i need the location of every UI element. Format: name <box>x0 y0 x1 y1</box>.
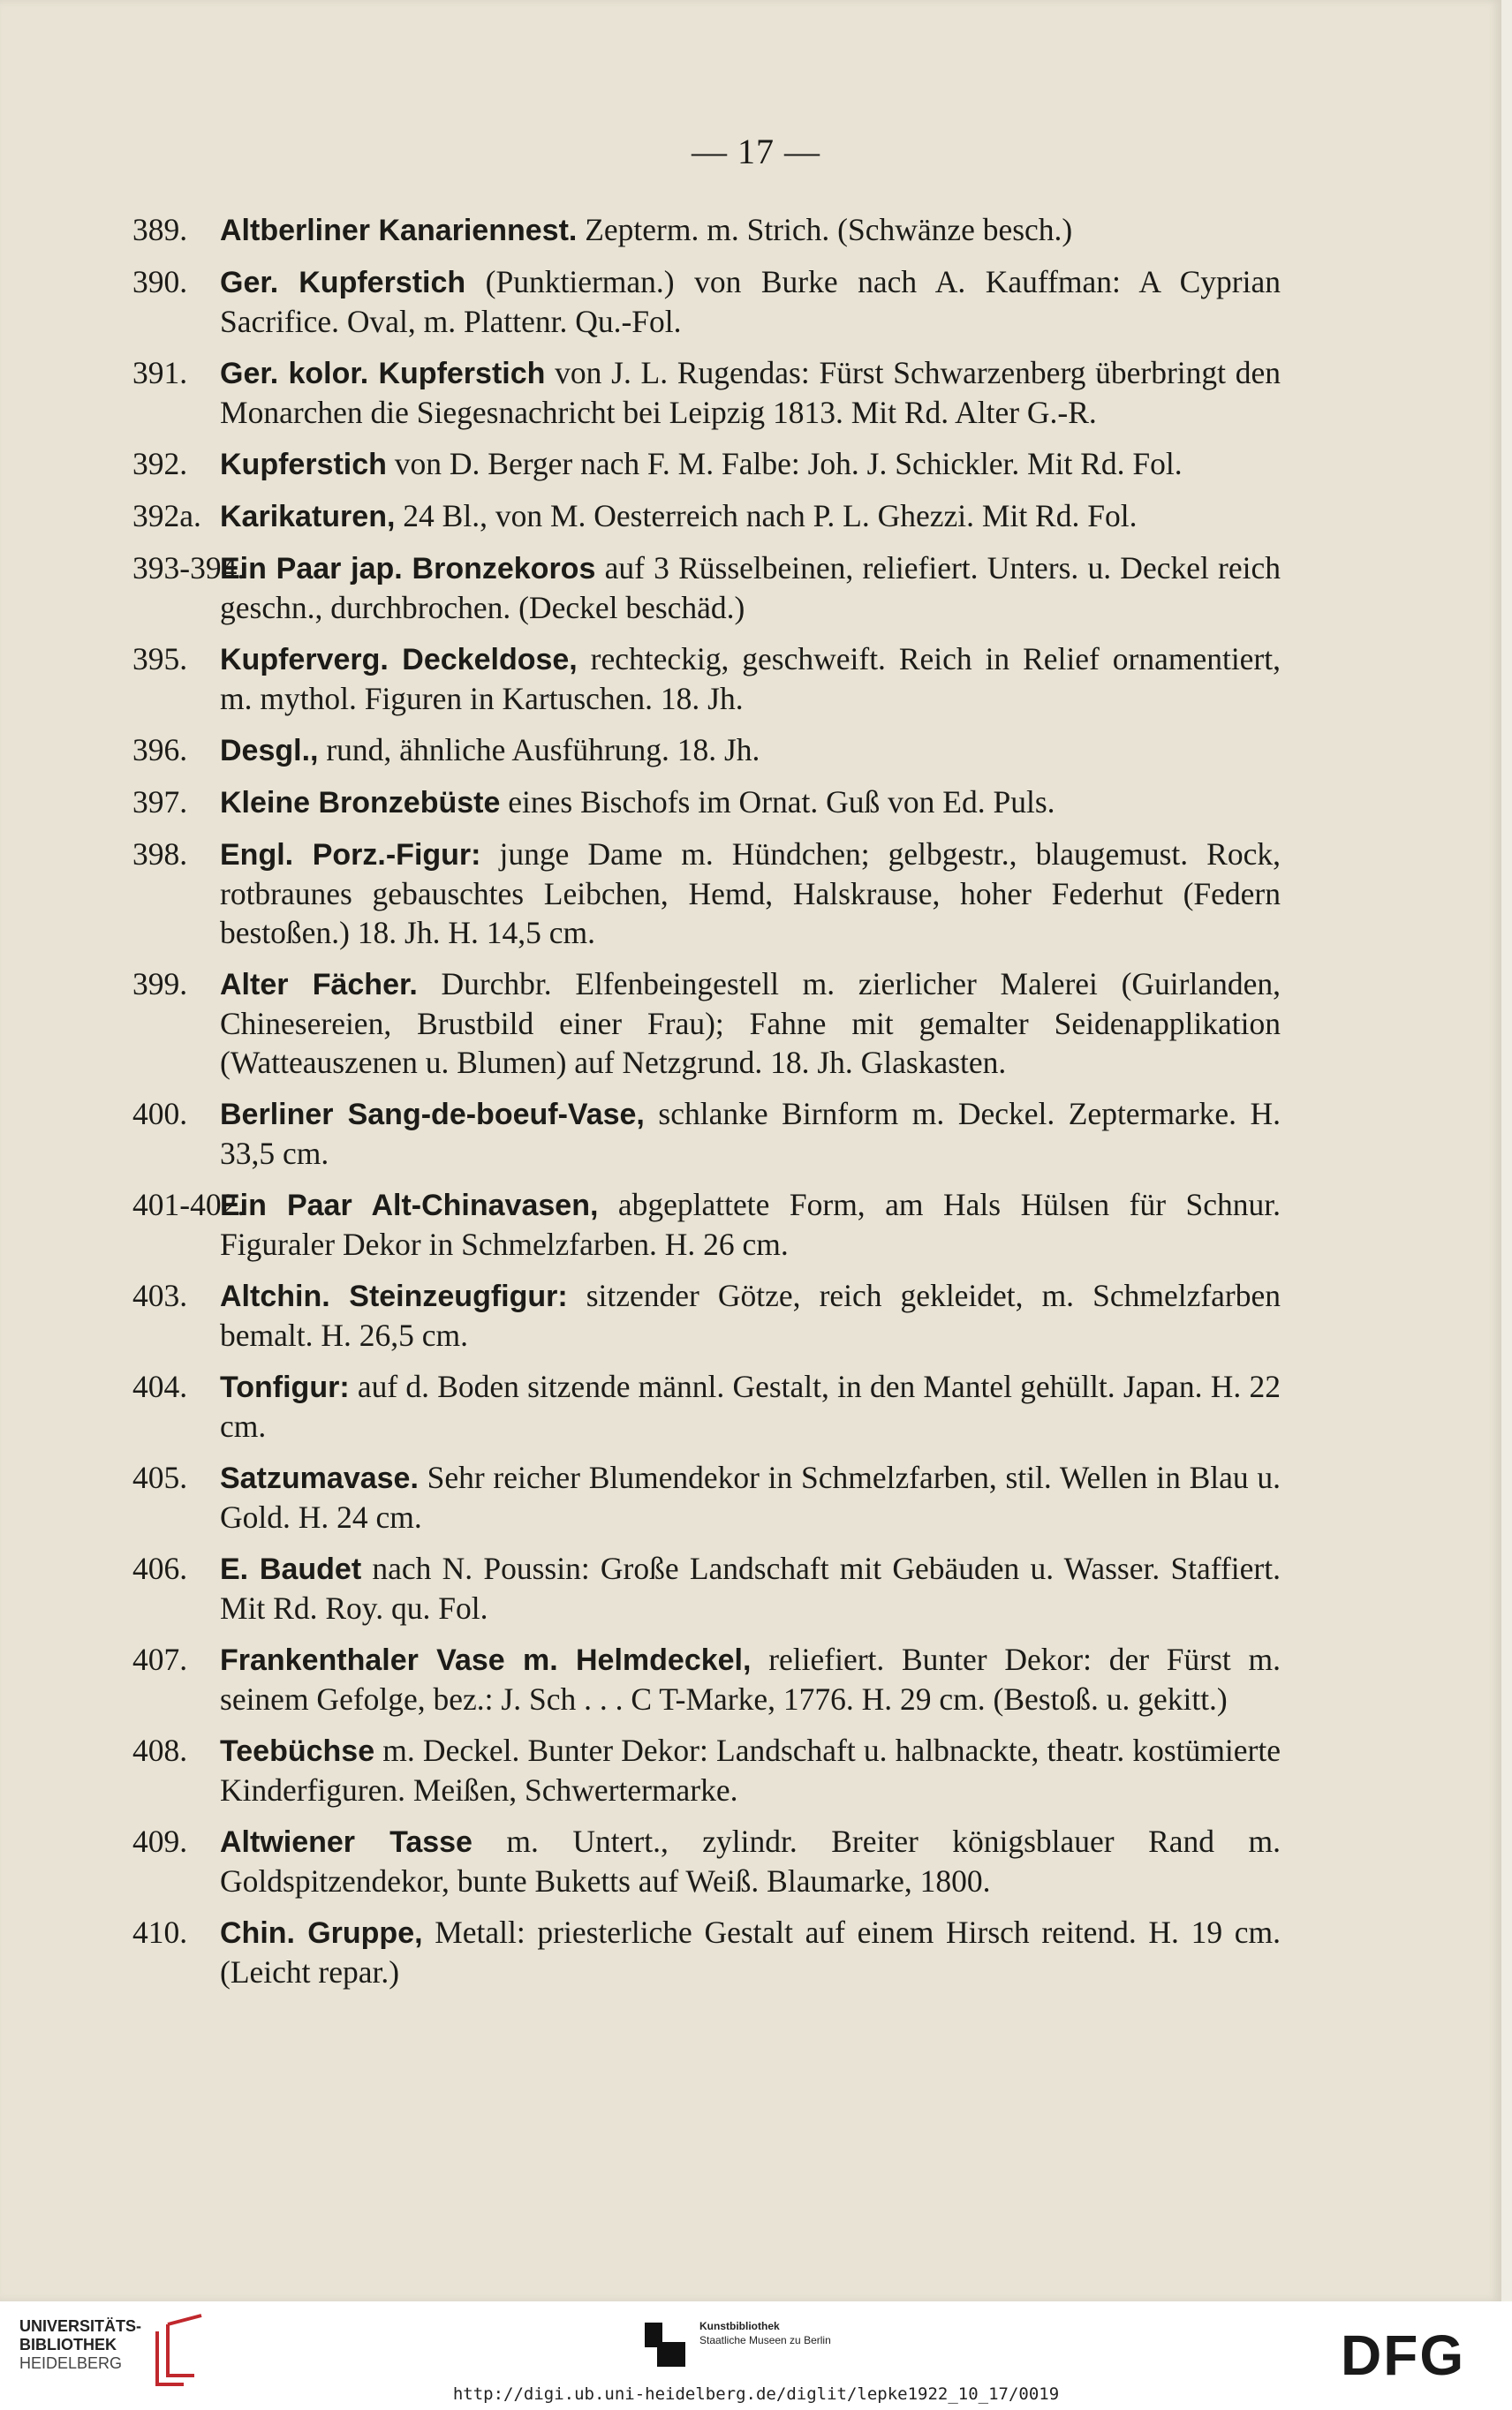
entry-number: 389. <box>132 212 188 247</box>
entry-description: (Punktierman.) von Burke nach A. Kauffman: A Cyprian Sacrifice. Oval, m. Plattenr. Qu.-Fol. <box>220 264 1281 339</box>
entry-title: Alter Fächer. <box>220 968 418 1001</box>
entry-text <box>220 1185 1281 1264</box>
entry-title: Desgl., <box>220 734 319 767</box>
catalogue-entry <box>132 262 1281 341</box>
entry-number: 410. <box>132 1915 188 1950</box>
entry-text <box>220 210 1281 250</box>
entry-title: Kleine Bronzebüste <box>220 786 501 820</box>
catalogue-entry <box>132 1822 1281 1900</box>
entry-title: Altchin. Steinzeugfigur: <box>220 1280 568 1313</box>
entry-description: rechteckig, geschweift. Reich in Relief ornamentiert, m. mythol. Figuren in Kartuschen. 18. Jh. <box>220 641 1281 716</box>
catalogue-entry <box>132 1913 1281 1991</box>
entry-number: 390. <box>132 264 188 299</box>
entry-description: Zepterm. m. Strich. (Schwänze besch.) <box>577 212 1073 247</box>
catalogue-entry <box>132 1731 1281 1809</box>
catalogue-entry <box>132 1458 1281 1537</box>
entry-text <box>220 1822 1281 1900</box>
entry-text <box>220 1549 1281 1628</box>
entry-number: 396. <box>132 732 188 767</box>
entry-description: abgeplattete Form, am Hals Hülsen für Schnur. Figuraler Dekor in Schmelzfarben. H. 26 cm. <box>220 1187 1281 1262</box>
entry-number: 404. <box>132 1369 188 1404</box>
entry-title: Chin. Gruppe, <box>220 1916 423 1950</box>
entry-description: nach N. Poussin: Große Landschaft mit Gebäuden u. Wasser. Staffiert. Mit Rd. Roy. qu. Fol. <box>220 1551 1281 1626</box>
entry-title: Karikaturen, <box>220 500 396 533</box>
catalogue-entry <box>132 639 1281 718</box>
university-library-mark-icon <box>148 2314 210 2393</box>
entry-number: 393-394. <box>132 550 246 586</box>
university-library-logo[interactable] <box>19 2317 141 2373</box>
entry-number: 403. <box>132 1278 188 1313</box>
entry-text <box>220 1640 1281 1719</box>
entry-number: 398. <box>132 836 188 872</box>
catalogue-entry <box>132 1094 1281 1173</box>
entry-title: E. Baudet <box>220 1553 362 1586</box>
entry-title: Satzumavase. <box>220 1462 419 1495</box>
catalogue-entry <box>132 1549 1281 1628</box>
catalogue-entry <box>132 548 1281 627</box>
entry-description: m. Untert., zylindr. Breiter königsblauer Rand m. Goldspitzendekor, bunte Buketts auf Weiß. Blaumarke, 1800. <box>220 1824 1281 1899</box>
entry-text <box>220 496 1281 536</box>
entry-number: 409. <box>132 1824 188 1859</box>
entry-number: 401-402. <box>132 1187 246 1222</box>
catalogue-entry <box>132 1367 1281 1446</box>
kb-line2: Staatliche Museen zu Berlin <box>699 2334 831 2346</box>
entry-number: 397. <box>132 784 188 820</box>
dfg-logo[interactable]: DFG <box>1341 2323 1466 2387</box>
entry-number: 406. <box>132 1551 188 1586</box>
entry-text <box>220 1367 1281 1446</box>
entry-title: Teebüchse <box>220 1734 375 1768</box>
catalogue-entries <box>132 210 1281 1991</box>
entry-number: 407. <box>132 1642 188 1677</box>
entry-title: Berliner Sang-de-boeuf-Vase, <box>220 1098 645 1131</box>
entry-number: 408. <box>132 1733 188 1768</box>
entry-number: 395. <box>132 641 188 676</box>
catalogue-entry <box>132 1185 1281 1264</box>
catalogue-entry <box>132 964 1281 1082</box>
catalogue-entry <box>132 210 1281 250</box>
catalogue-entry <box>132 730 1281 770</box>
entry-text <box>220 548 1281 627</box>
entry-description: Metall: priesterliche Gestalt auf einem Hirsch reitend. H. 19 cm. (Leicht repar.) <box>220 1915 1281 1990</box>
entry-description: von J. L. Rugendas: Fürst Schwarzenberg überbringt den Monarchen die Siegesnachricht bei Leipzig 1813. Mit Rd. Alter G.-R. <box>220 355 1281 430</box>
entry-text <box>220 1913 1281 1991</box>
entry-text <box>220 964 1281 1082</box>
entry-title: Engl. Porz.-Figur: <box>220 838 481 872</box>
entry-description: reliefiert. Bunter Dekor: der Fürst m. seinem Gefolge, bez.: J. Sch . . . C T-Marke, 1776. H. 29 cm. (Bestoß. u. gekitt.) <box>220 1642 1281 1717</box>
entry-number: 391. <box>132 355 188 390</box>
entry-description: m. Deckel. Bunter Dekor: Landschaft u. halbnackte, theatr. kostümierte Kinderfiguren. Meißen, Schwertermarke. <box>220 1733 1281 1808</box>
entry-text <box>220 782 1281 822</box>
entry-title: Kupferverg. Deckeldose, <box>220 643 578 676</box>
entry-description: Durchbr. Elfenbeingestell m. zierlicher Malerei (Guirlanden, Chinesereien, Brustbild einer Frau); Fahne mit gemalter Seidenapplikation (Watteauszenen u. Blumen) auf Netzgrund. 18. Jh. Glaskasten. <box>220 966 1281 1080</box>
entry-description: rund, ähnliche Ausführung. 18. Jh. <box>318 732 760 767</box>
entry-title: Frankenthaler Vase m. Helmdeckel, <box>220 1643 752 1677</box>
entry-title: Ger. Kupferstich <box>220 266 466 299</box>
entry-title: Ein Paar jap. Bronzekoros <box>220 552 596 586</box>
entry-title: Altwiener Tasse <box>220 1825 472 1859</box>
entry-number: 405. <box>132 1460 188 1495</box>
entry-description: von D. Berger nach F. M. Falbe: Joh. J. Schickler. Mit Rd. Fol. <box>386 446 1183 481</box>
entry-description: sitzender Götze, reich gekleidet, m. Schmelzfarben bemalt. H. 26,5 cm. <box>220 1278 1281 1353</box>
catalogue-entry <box>132 1276 1281 1355</box>
entry-title: Ein Paar Alt-Chinavasen, <box>220 1189 599 1222</box>
entry-text <box>220 835 1281 952</box>
entry-description: 24 Bl., von M. Oesterreich nach P. L. Ghezzi. Mit Rd. Fol. <box>395 498 1138 533</box>
catalogue-entry <box>132 353 1281 432</box>
entry-text <box>220 353 1281 432</box>
catalogue-entry <box>132 444 1281 484</box>
entry-description: Sehr reicher Blumendekor in Schmelzfarben, stil. Wellen in Blau u. Gold. H. 24 cm. <box>220 1460 1281 1535</box>
catalogue-entry <box>132 835 1281 952</box>
entry-title: Tonfigur: <box>220 1371 350 1404</box>
entry-description: junge Dame m. Hündchen; gelbgestr., blaugemust. Rock, rotbraunes gebauschtes Leibchen, Hemd, Halskrause, hoher Federhut (Federn bestoßen.) 18. Jh. H. 14,5 cm. <box>220 836 1281 950</box>
page-number: — 17 — <box>692 132 820 171</box>
entry-title: Kupferstich <box>220 448 387 481</box>
entry-text <box>220 730 1281 770</box>
entry-text <box>220 1094 1281 1173</box>
uni-logo-line1: UNIVERSITÄTS- <box>19 2317 142 2335</box>
permalink-url[interactable]: http://digi.ub.uni-heidelberg.de/diglit/lepke1922_10_17/0019 <box>452 2384 1060 2404</box>
entry-description: auf 3 Rüsselbeinen, reliefiert. Unters. u. Deckel reich geschn., durchbrochen. (Deckel beschäd.) <box>220 550 1281 625</box>
entry-number: 400. <box>132 1096 188 1131</box>
kb-line1: Kunstbibliothek <box>699 2320 780 2332</box>
catalogue-entry <box>132 1640 1281 1719</box>
entry-title: Ger. kolor. Kupferstich <box>220 357 546 390</box>
catalogue-entry <box>132 782 1281 822</box>
entry-number: 399. <box>132 966 188 1001</box>
footer-bar <box>0 2301 1512 2410</box>
uni-logo-line2: BIBLIOTHEK <box>19 2336 117 2353</box>
catalogue-entry <box>132 496 1281 536</box>
uni-logo-line3: HEIDELBERG <box>19 2354 123 2372</box>
entry-text <box>220 1276 1281 1355</box>
entry-text <box>220 639 1281 718</box>
entry-number: 392. <box>132 446 188 481</box>
entry-description: schlanke Birnform m. Deckel. Zeptermarke. H. 33,5 cm. <box>220 1096 1281 1171</box>
kunstbibliothek-logo-icon[interactable] <box>645 2323 685 2367</box>
entry-text <box>220 1458 1281 1537</box>
entry-description: eines Bischofs im Ornat. Guß von Ed. Puls. <box>500 784 1055 820</box>
entry-description: auf d. Boden sitzende männl. Gestalt, in den Mantel gehüllt. Japan. H. 22 cm. <box>220 1369 1281 1444</box>
entry-text <box>220 262 1281 341</box>
kunstbibliothek-text <box>699 2319 831 2347</box>
entry-title: Altberliner Kanariennest. <box>220 214 578 247</box>
entry-number: 392a. <box>132 498 201 533</box>
entry-text <box>220 444 1281 484</box>
entry-text <box>220 1731 1281 1809</box>
